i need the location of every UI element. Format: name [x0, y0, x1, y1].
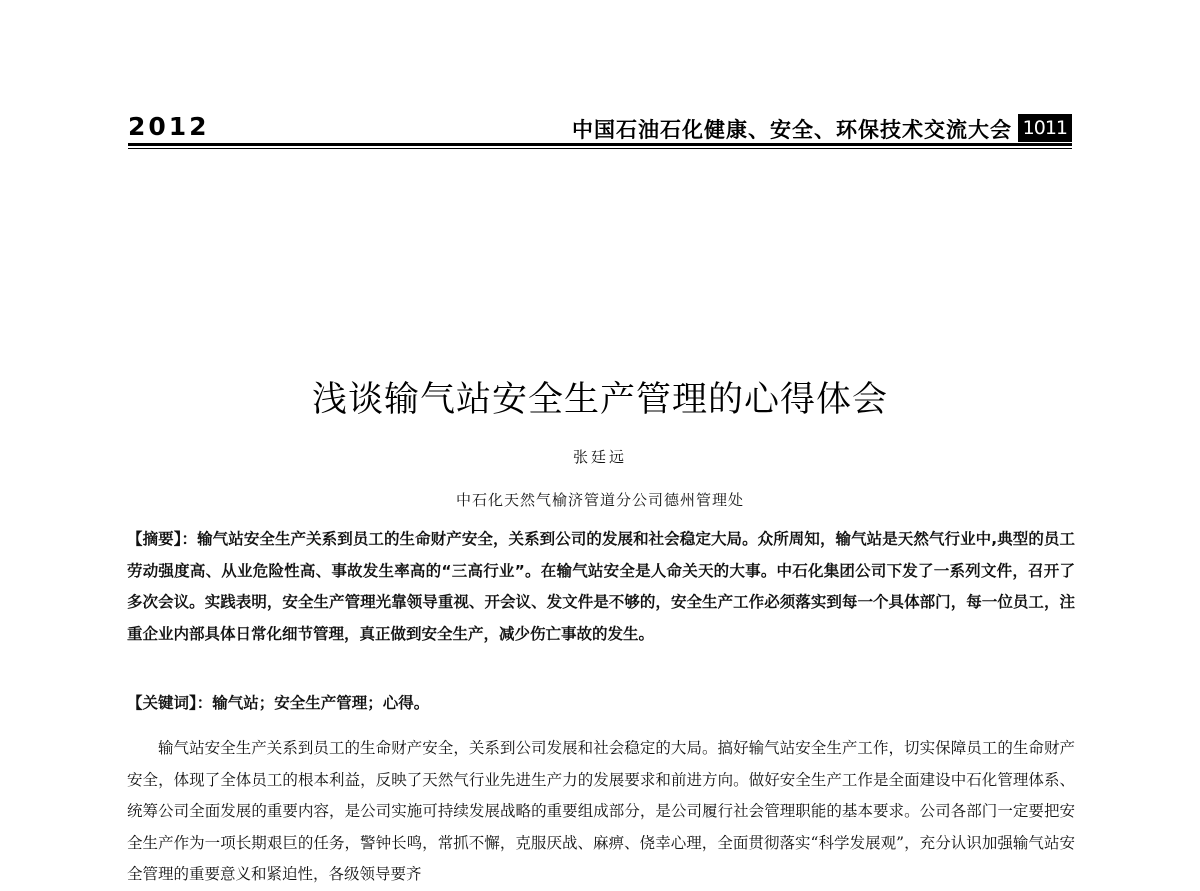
header-rule-thin: [128, 148, 1072, 149]
keywords-label: 【关键词】：: [127, 694, 213, 712]
abstract-text: 输气站安全生产关系到员工的生命财产安全，关系到公司的发展和社会稳定大局。众所周知，输气站是天然气行业中,典型的员工劳动强度高、从业危险性高、事故发生率高的“三高行业”。在输气站安全是人命关天的大事。中石化集团公司下发了一系列文件，召开了多次会议。实践表明，安全生产管理光靠领导重视、开会议、发文件是不够的，安全生产工作必须落实到每一个具体部门，每一位员工，注重企业内部具体日常化细节管理，真正做到安全生产，减少伤亡事故的发生。: [127, 530, 1075, 643]
paper-title: 浅谈输气站安全生产管理的心得体会: [311, 380, 888, 420]
abstract-label: 【摘要】：: [127, 530, 198, 548]
body-paragraph: 输气站安全生产关系到员工的生命财产安全，关系到公司发展和社会稳定的大局。搞好输气站安全生产工作，切实保障员工的生命财产安全，体现了全体员工的根本利益，反映了天然气行业先进生产力的发展要求和前进方向。做好安全生产工作是全面建设中石化管理体系、统筹公司全面发展的重要内容，是公司实施可持续发展战略的重要组成部分，是公司履行社会管理职能的基本要求。公司各部门一定要把安全生产作为一项长期艰巨的任务，警钟长鸣，常抓不懈，克服厌战、麻痹、侥幸心理，全面贯彻落实“科学发展观”，充分认识加强输气站安全管理的重要意义和紧迫性，各级领导要齐: [127, 739, 1075, 883]
header-year: 2012: [128, 112, 210, 141]
paper-affiliation: 中石化天然气榆济管道分公司德州管理处: [455, 491, 744, 509]
paper-author: 张廷远: [572, 448, 627, 466]
keywords-text: 输气站；安全生产管理；心得。: [212, 694, 430, 712]
abstract: [127, 524, 1075, 650]
keywords: [127, 688, 1075, 719]
header-page-number: 1011: [1018, 114, 1072, 142]
header-rule-thick: [128, 143, 1072, 146]
running-header: [128, 110, 1072, 144]
header-conference-title: 中国石油石化健康、安全、环保技术交流大会: [572, 118, 1012, 142]
